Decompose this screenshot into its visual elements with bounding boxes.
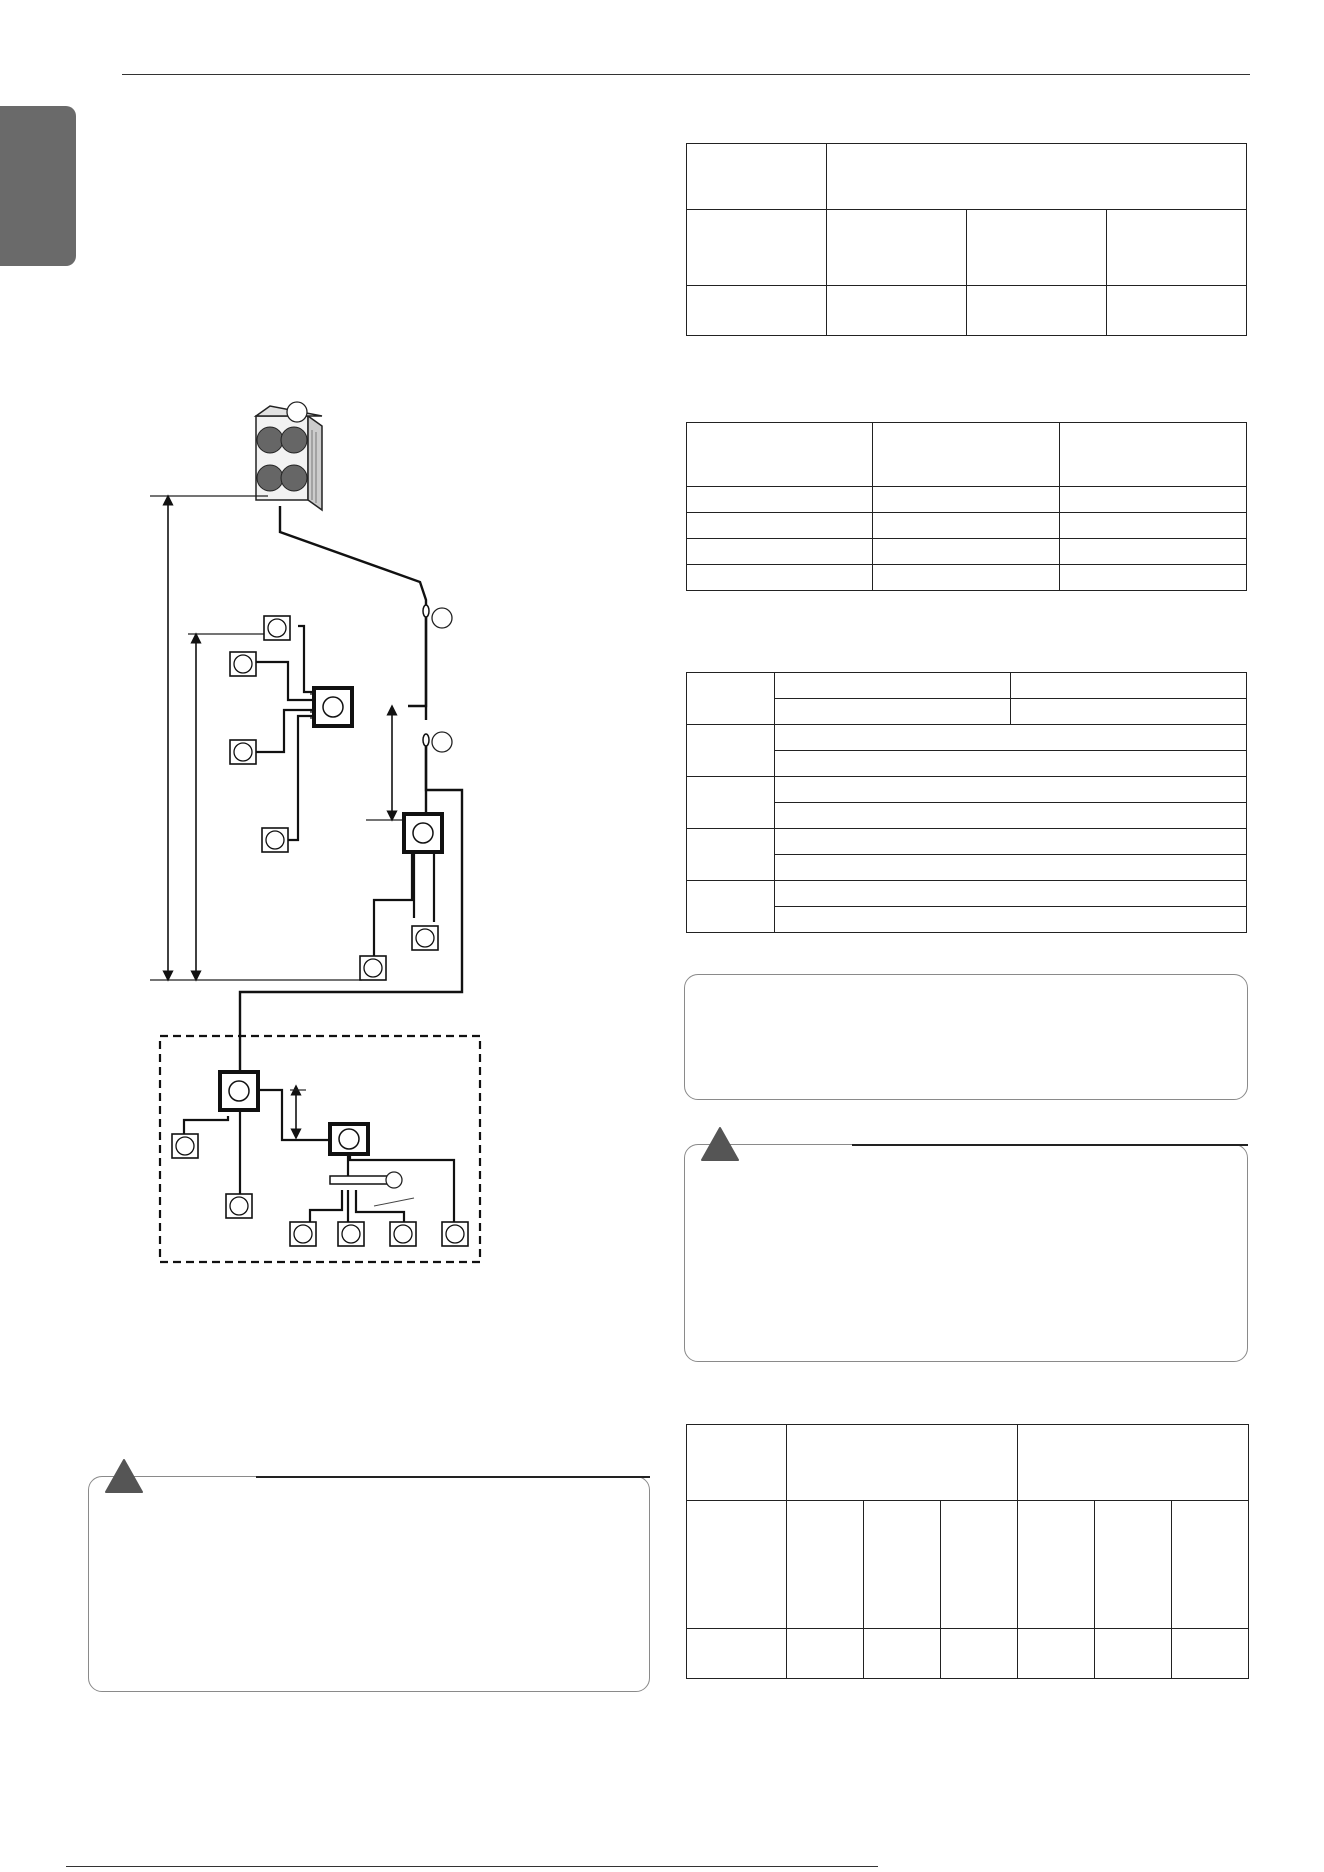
piping-diagram <box>0 0 700 1300</box>
table-cell <box>687 487 873 513</box>
indoor-unit-icon <box>230 740 256 764</box>
table-cell <box>775 777 1247 803</box>
table-cell <box>873 565 1060 591</box>
callout-marker <box>432 608 452 628</box>
table-cell <box>775 829 1247 855</box>
table-cell <box>1095 1501 1172 1629</box>
table-cell <box>1018 1501 1095 1629</box>
indoor-unit-icon <box>290 1222 316 1246</box>
indoor-unit-icon <box>172 1134 198 1158</box>
callout-marker <box>287 402 307 422</box>
caution-box-right <box>684 1144 1248 1362</box>
spec-table-4 <box>686 1424 1249 1679</box>
outdoor-unit-icon <box>256 406 322 510</box>
warning-triangle-icon <box>700 1126 740 1162</box>
table-cell <box>1018 1629 1095 1679</box>
note-box <box>684 974 1248 1100</box>
spec-table-2 <box>686 422 1247 591</box>
callout-marker <box>432 732 452 752</box>
indoor-unit-icon <box>412 926 438 950</box>
table-cell <box>687 144 827 210</box>
table-cell <box>1172 1501 1249 1629</box>
table-cell <box>787 1629 864 1679</box>
table-cell <box>873 539 1060 565</box>
table-cell <box>687 1501 787 1629</box>
indoor-unit-icon <box>226 1194 252 1218</box>
indoor-unit-icon <box>338 1222 364 1246</box>
table-cell <box>1107 286 1247 336</box>
distributor-box-icon <box>220 1072 258 1110</box>
table-cell <box>787 1501 864 1629</box>
table-cell <box>775 725 1247 751</box>
table-cell <box>687 210 827 286</box>
table-cell <box>687 423 873 487</box>
callout-leader <box>374 1198 414 1206</box>
table-cell <box>687 777 775 829</box>
indoor-unit-icon <box>264 616 290 640</box>
table-cell <box>827 286 967 336</box>
distributor-box-icon <box>404 814 442 852</box>
group-boundary-dashed <box>160 1036 480 1262</box>
table-cell <box>687 881 775 933</box>
caution-header-rule <box>256 1476 650 1478</box>
table-cell <box>1060 423 1247 487</box>
table-cell <box>687 1425 787 1501</box>
table-cell <box>1011 699 1247 725</box>
indoor-unit-icon <box>230 652 256 676</box>
table-cell <box>687 565 873 591</box>
table-cell <box>687 829 775 881</box>
footer-rule <box>66 1866 878 1867</box>
table-cell <box>873 423 1060 487</box>
main-pipe <box>240 506 462 1076</box>
indoor-unit-icon <box>390 1222 416 1246</box>
table-cell <box>687 1629 787 1679</box>
table-cell <box>1060 513 1247 539</box>
table-cell <box>775 751 1247 777</box>
table-cell <box>687 725 775 777</box>
table-cell <box>967 286 1107 336</box>
spec-table-1 <box>686 143 1247 336</box>
table-cell <box>1060 487 1247 513</box>
caution-box-left <box>88 1476 650 1692</box>
table-cell <box>967 210 1107 286</box>
table-cell <box>941 1629 1018 1679</box>
distributor-box-icon <box>310 688 352 726</box>
table-cell <box>687 286 827 336</box>
table-cell <box>1060 565 1247 591</box>
indoor-unit-icon <box>360 956 386 980</box>
table-cell <box>1060 539 1247 565</box>
table-cell <box>864 1501 941 1629</box>
caution-header-rule <box>852 1144 1248 1146</box>
table-cell <box>775 907 1247 933</box>
indoor-unit-icon <box>442 1222 468 1246</box>
table-cell <box>873 513 1060 539</box>
table-cell <box>687 539 873 565</box>
indoor-unit-icon <box>262 828 288 852</box>
table-cell <box>1018 1425 1249 1501</box>
table-cell <box>1095 1629 1172 1679</box>
spec-table-3 <box>686 672 1247 933</box>
table-cell <box>775 803 1247 829</box>
table-cell <box>1172 1629 1249 1679</box>
table-cell <box>1107 210 1247 286</box>
table-cell <box>827 210 967 286</box>
table-cell <box>864 1629 941 1679</box>
table-cell <box>687 673 775 725</box>
table-cell <box>775 855 1247 881</box>
table-cell <box>775 699 1011 725</box>
table-cell <box>1011 673 1247 699</box>
table-cell <box>775 881 1247 907</box>
callout-marker <box>386 1172 402 1188</box>
table-cell <box>775 673 1011 699</box>
table-cell <box>787 1425 1018 1501</box>
table-cell <box>873 487 1060 513</box>
table-cell <box>687 513 873 539</box>
table-cell <box>941 1501 1018 1629</box>
warning-triangle-icon <box>104 1458 144 1494</box>
distributor-box-icon <box>330 1124 368 1154</box>
table-cell <box>827 144 1247 210</box>
